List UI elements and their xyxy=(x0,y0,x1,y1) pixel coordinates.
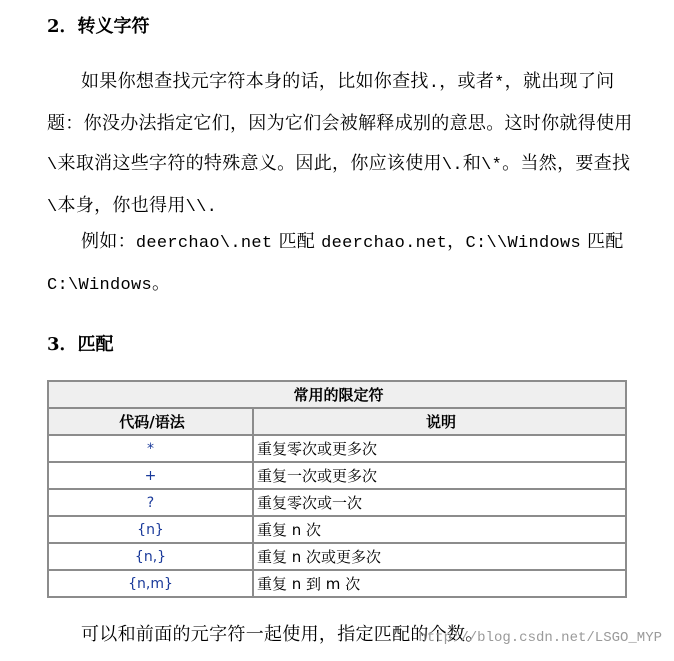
code-span: \\ xyxy=(185,198,207,217)
watermark: http://blog.csdn.net/LSGO_MYP xyxy=(418,630,662,646)
col-desc-header: 说明 xyxy=(253,408,626,435)
code-span: \ xyxy=(47,198,58,217)
table-caption-row xyxy=(48,381,626,408)
text-span: ，或者 xyxy=(439,71,495,92)
code-span: deerchao\.net xyxy=(135,234,273,253)
desc-cell: 重复 n 次或更多次 xyxy=(253,543,626,570)
quantifier-table xyxy=(47,380,627,598)
code-span: C:\Windows xyxy=(47,276,153,295)
section-3-heading: 3．匹配 xyxy=(47,334,114,355)
code-cell: ? xyxy=(48,489,253,516)
escape-paragraph xyxy=(47,62,637,228)
code-span: * xyxy=(494,74,505,93)
table-row xyxy=(48,543,626,570)
text-span: 可以和前面的元字符一起使用，指定匹配的个数。 xyxy=(81,624,484,645)
code-span: deerchao.net xyxy=(321,234,448,253)
desc-cell: 重复零次或更多次 xyxy=(253,435,626,462)
text-span: 匹配 xyxy=(580,231,624,252)
desc-cell: 重复零次或一次 xyxy=(253,489,626,516)
code-cell: {n,m} xyxy=(48,570,253,597)
code-span: \* xyxy=(481,156,503,175)
code-span: C:\\Windows xyxy=(465,234,581,253)
text-span: 和 xyxy=(462,153,482,174)
code-span: \. xyxy=(441,156,463,175)
text-span: ，就出现了问题：你没办法指定它们，因为它们会被解释成别的意思。这时你就得使用 xyxy=(47,71,633,134)
text-span: 。 xyxy=(152,273,171,294)
code-span: . xyxy=(206,198,218,217)
text-span: 。当然，要查找 xyxy=(502,153,631,174)
code-cell: * xyxy=(48,435,253,462)
code-span: . xyxy=(428,74,440,93)
section-2-heading: 2．转义字符 xyxy=(47,16,150,37)
table-row xyxy=(48,570,626,597)
table-row xyxy=(48,489,626,516)
col-code-header: 代码/语法 xyxy=(48,408,253,435)
table-row xyxy=(48,462,626,489)
code-span: \ xyxy=(47,156,58,175)
example-paragraph xyxy=(47,222,637,306)
text-span: 来取消这些字符的特殊意义。因此，你应该使用 xyxy=(57,153,442,174)
desc-cell: 重复一次或更多次 xyxy=(253,462,626,489)
table-caption: 常用的限定符 xyxy=(48,381,626,408)
text-span: 匹配 xyxy=(272,231,322,252)
code-cell: + xyxy=(48,462,253,489)
table-row xyxy=(48,516,626,543)
table-row xyxy=(48,435,626,462)
code-cell: {n,} xyxy=(48,543,253,570)
code-cell: {n} xyxy=(48,516,253,543)
text-span: 如果你想查找元字符本身的话，比如你查找 xyxy=(81,71,429,92)
text-span: ， xyxy=(447,231,466,252)
text-span: 例如： xyxy=(81,231,136,252)
desc-cell: 重复 n 次 xyxy=(253,516,626,543)
table-header-row xyxy=(48,408,626,435)
text-span: 本身，你也得用 xyxy=(57,195,186,216)
desc-cell: 重复 n 到 m 次 xyxy=(253,570,626,597)
